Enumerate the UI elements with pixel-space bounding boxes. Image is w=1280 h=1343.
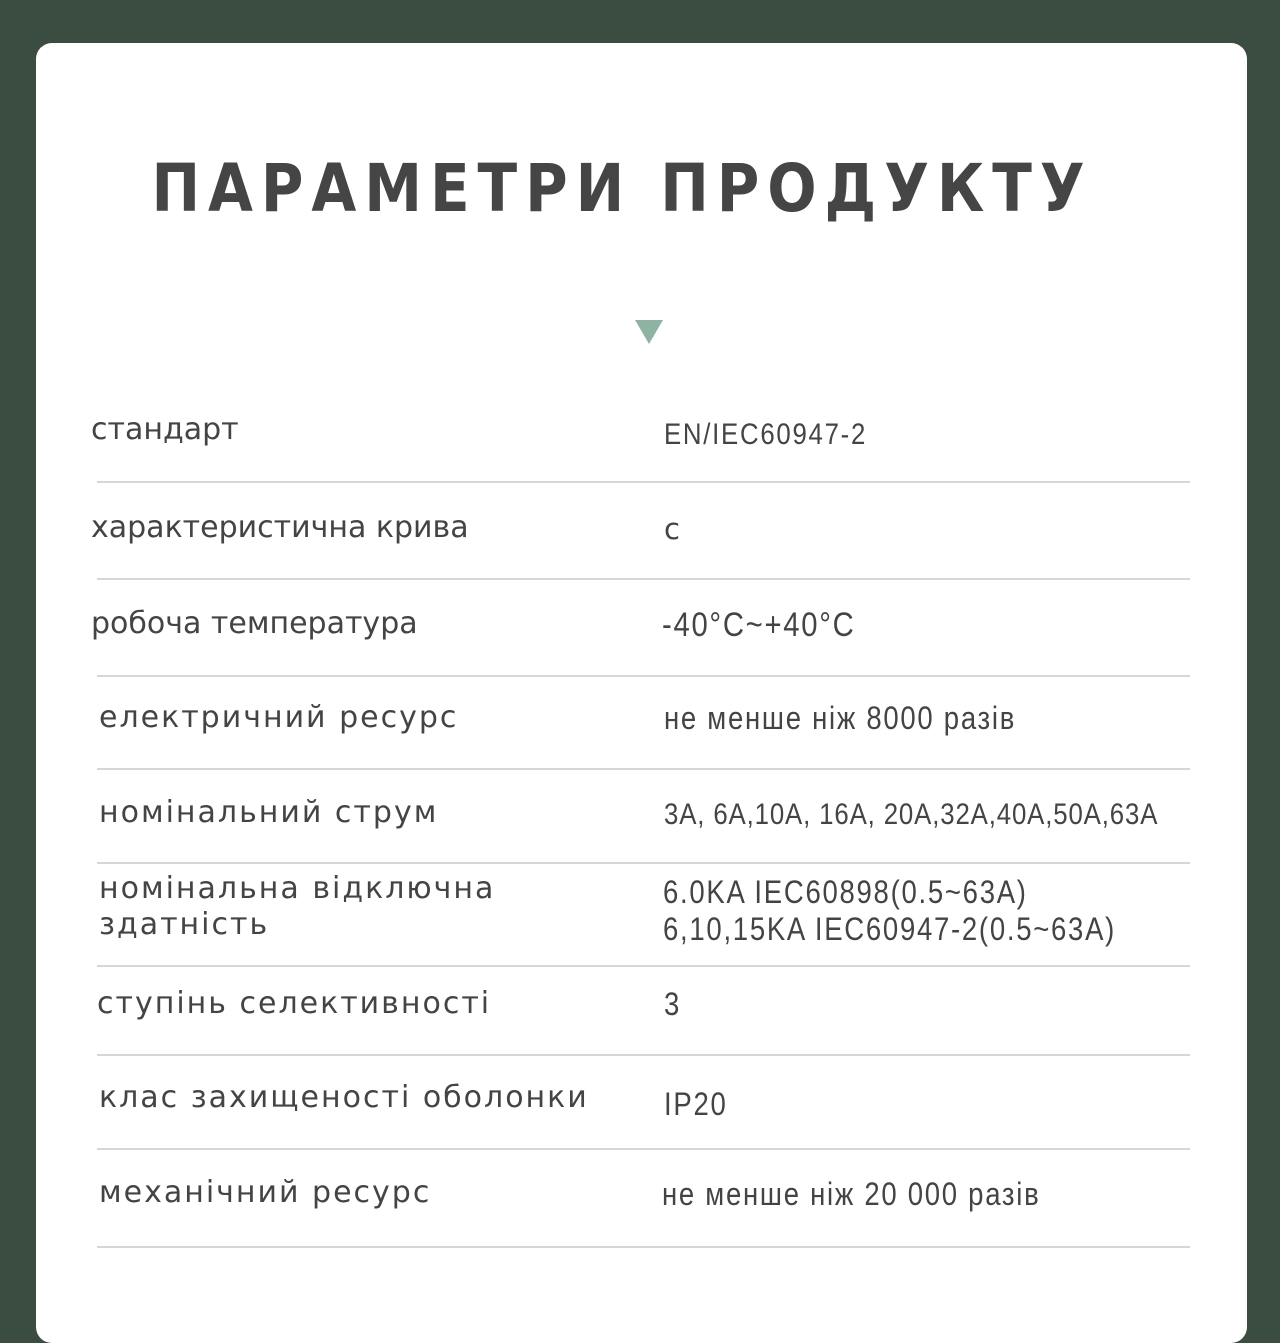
divider <box>97 1148 1190 1150</box>
spec-label: електричний ресурс <box>99 700 459 735</box>
spec-label: номінальний струм <box>99 795 439 830</box>
spec-label: клас захищеності оболонки <box>99 1080 589 1115</box>
spec-value: не менше ніж 8000 разів <box>664 700 1017 736</box>
spec-label: стандарт <box>91 412 239 447</box>
spec-label-line2: здатність <box>99 907 270 942</box>
divider <box>97 768 1190 770</box>
spec-label: механічний ресурс <box>99 1175 432 1210</box>
page-title: ПАРАМЕТРИ ПРОДУКТУ <box>151 150 1093 227</box>
spec-value: 3A, 6A,10A, 16A, 20A,32A,40A,50A,63A <box>664 798 1159 831</box>
spec-label <box>99 871 495 943</box>
spec-value: EN/IEC60947-2 <box>664 418 868 451</box>
spec-value: c <box>664 512 682 546</box>
spec-value-line1: 6.0KA IEC60898(0.5~63A) <box>663 874 1028 910</box>
divider <box>97 675 1190 677</box>
triangle-down-icon <box>635 320 663 344</box>
spec-value: IP20 <box>664 1086 728 1122</box>
spec-value: 3 <box>664 986 682 1022</box>
spec-label: робоча температура <box>91 606 418 641</box>
divider <box>97 1246 1190 1248</box>
spec-label: ступінь селективності <box>97 986 492 1021</box>
spec-value: -40°C~+40°C <box>662 606 856 644</box>
spec-value: не менше ніж 20 000 разів <box>662 1176 1041 1212</box>
spec-value-line2: 6,10,15KA IEC60947-2(0.5~63A) <box>663 911 1117 947</box>
spec-label: характеристична крива <box>91 510 469 545</box>
spec-value <box>663 874 1116 948</box>
divider <box>97 578 1190 580</box>
divider <box>97 1054 1190 1056</box>
divider <box>97 862 1190 864</box>
spec-label-line1: номінальна відключна <box>99 871 496 906</box>
divider <box>97 965 1190 967</box>
divider <box>97 481 1190 483</box>
